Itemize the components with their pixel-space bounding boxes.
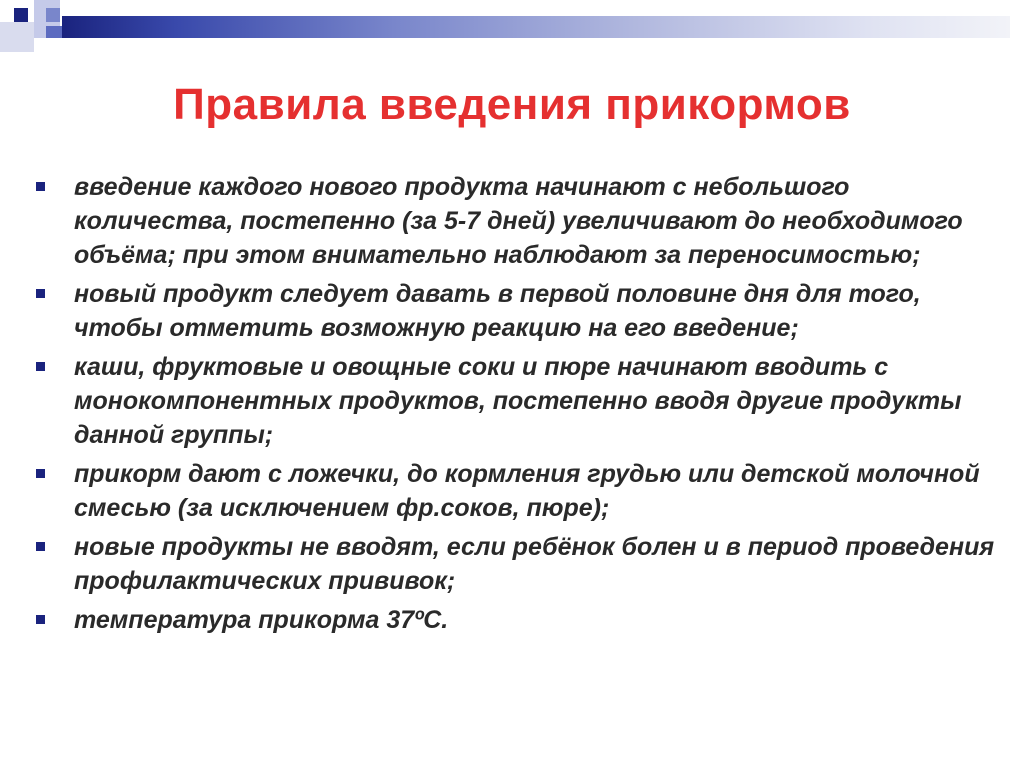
- decoration-square: [0, 22, 34, 52]
- list-item: [30, 170, 1010, 272]
- decoration-square: [34, 26, 46, 38]
- decoration-square: [46, 8, 60, 22]
- list-item-text: новые продукты не вводят, если ребёнок болен и в период проведения профилактических прививок;: [74, 533, 995, 595]
- slide-title: Правила введения прикормов: [173, 80, 851, 129]
- square-bullet-icon: [36, 289, 45, 298]
- list-item: [30, 350, 1010, 452]
- list-item: [30, 603, 1010, 637]
- header-decoration: [0, 0, 1024, 60]
- list-item: [30, 277, 1010, 345]
- list-item-text: прикорм дают с ложечки, до кормления грудью или детской молочной смесью (за исключением фр.соков, пюре);: [74, 460, 980, 522]
- square-bullet-icon: [36, 362, 45, 371]
- square-bullet-icon: [36, 469, 45, 478]
- square-bullet-icon: [36, 182, 45, 191]
- list-item-text: введение каждого нового продукта начинают с небольшого количества, постепенно (за 5-7 дней) увеличивают до необходимого объёма; при этом внимательно наблюдают за переносимостью;: [74, 173, 963, 269]
- bullet-list: [30, 170, 1010, 642]
- decoration-square: [14, 8, 28, 22]
- square-bullet-icon: [36, 542, 45, 551]
- list-item: [30, 530, 1010, 598]
- gradient-bar: [62, 16, 1010, 38]
- decoration-square: [46, 26, 62, 38]
- square-bullet-icon: [36, 615, 45, 624]
- list-item-text: температура прикорма 37ºС.: [74, 606, 449, 634]
- list-item-text: новый продукт следует давать в первой половине дня для того, чтобы отметить возможную реакцию на его введение;: [74, 280, 921, 342]
- list-item-text: каши, фруктовые и овощные соки и пюре начинают вводить с монокомпонентных продуктов, постепенно вводя другие продукты данной группы;: [74, 353, 962, 449]
- list-item: [30, 457, 1010, 525]
